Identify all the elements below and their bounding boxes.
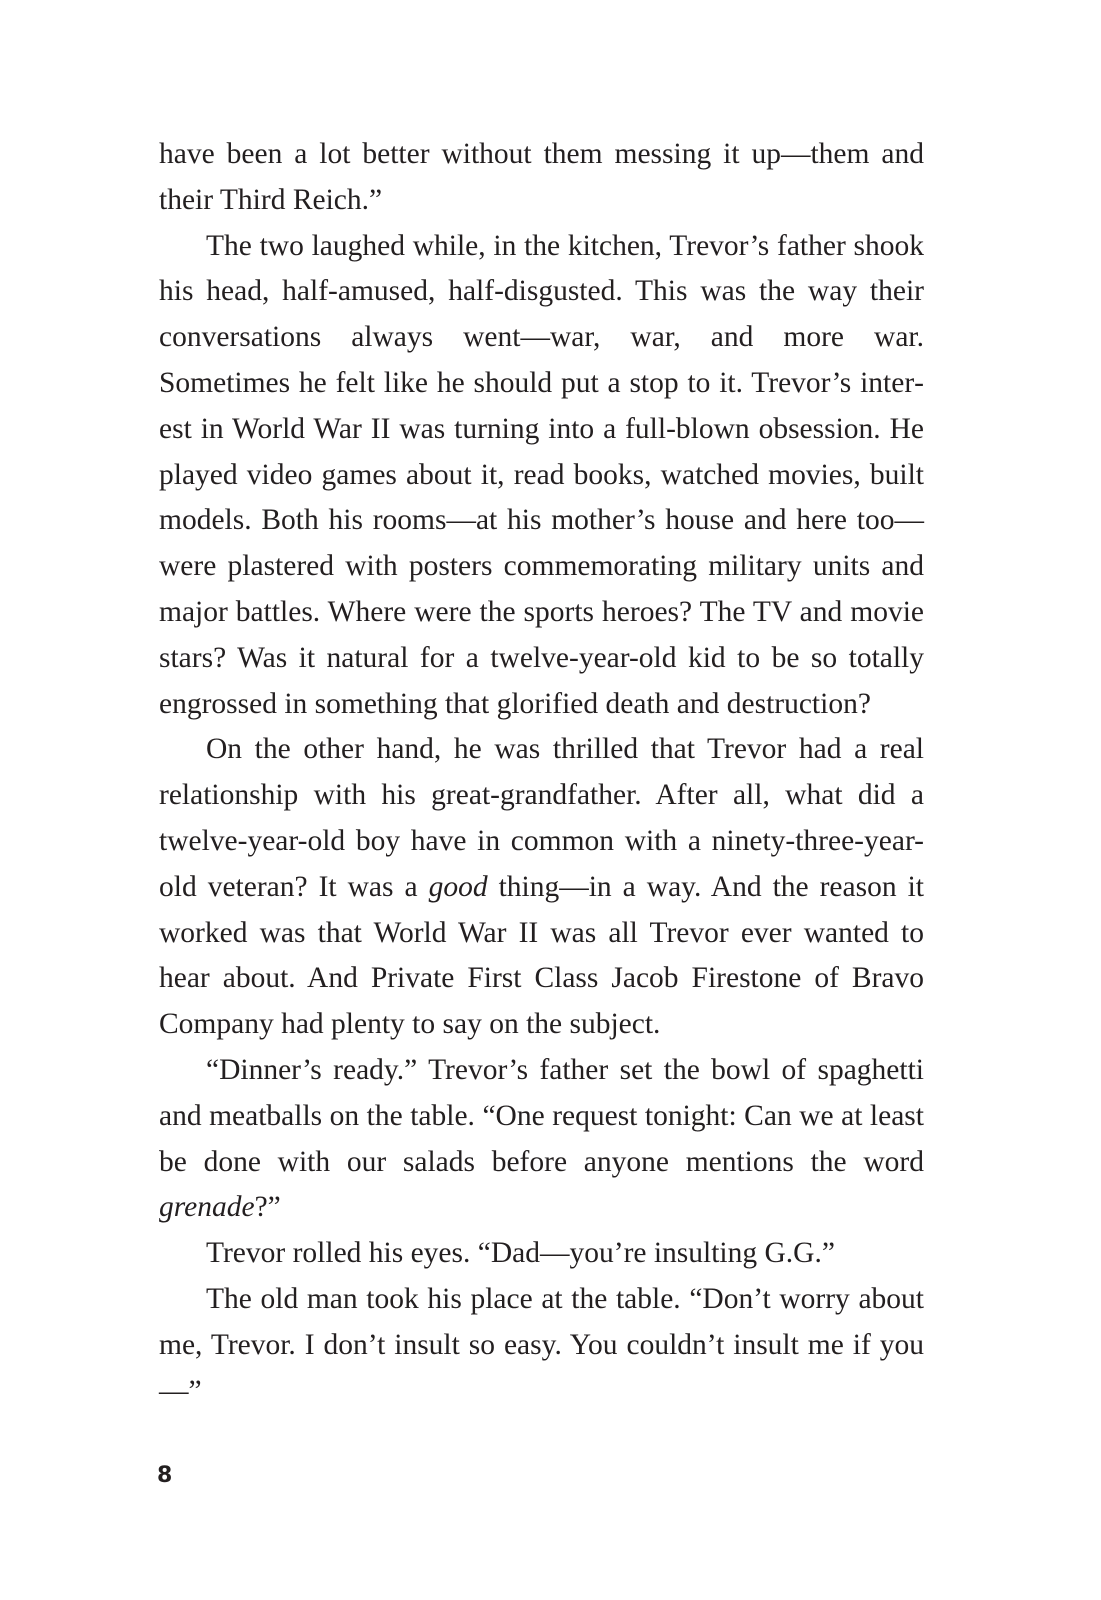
paragraph [159,224,924,728]
paragraph [159,132,924,224]
text-run: Trevor rolled his eyes. “Dad—you’re insulting G.G.” [206,1237,835,1270]
text-run: “Dinner’s ready.” Trevor’s father set the bowl of spaghetti and meatballs on the table. “One request tonight: Can we at least be done with our salads before anyone mentions the word [159,1053,924,1178]
paragraph [159,1277,924,1414]
paragraph [159,1048,924,1231]
text-run: ?” [254,1191,281,1224]
text-run: have been a lot better without them messing it up—them and their Third Reich.” [159,138,924,216]
text-run: On the other hand, he was thrilled that Trevor had a real relationship with his great-grandfather. After all, what did a twelve-year-old boy have in common with a ninety-three-year-old veteran? It was a [159,733,924,903]
page-number: 8 [157,1463,173,1488]
text-run: thing—in a way. And the reason it worked was that World War II was all Trevor ever wanted to hear about. And Private First Class Jacob Firestone of Bravo Company had plenty to say on the subject. [159,870,924,1041]
paragraph [159,1231,924,1277]
text-run: The two laughed while, in the kitchen, Trevor’s father shook his head, half-amused, half-disgusted. This was the way their conversations always went—war, war, and more war. Sometimes he felt like he should put a stop to it. Trevor’s interest in World War II was turning into a full-blown obsession. He played video games about it, read books, watched movies, built models. Both his rooms—at his mother’s house and here too—were plastered with posters commemorating military units and major battles. Where were the sports heroes? The TV and movie stars? Was it natural for a twelve-year-old kid to be so totally engrossed in something that glorified death and destruction? [159,229,924,720]
paragraph [159,727,924,1048]
italic-text: grenade [159,1191,255,1224]
italic-text: good [428,870,488,903]
text-run: The old man took his place at the table. “Don’t worry about me, Trevor. I don’t insult so easy. You couldn’t insult me if you—” [159,1282,924,1407]
page-body [159,132,924,1414]
